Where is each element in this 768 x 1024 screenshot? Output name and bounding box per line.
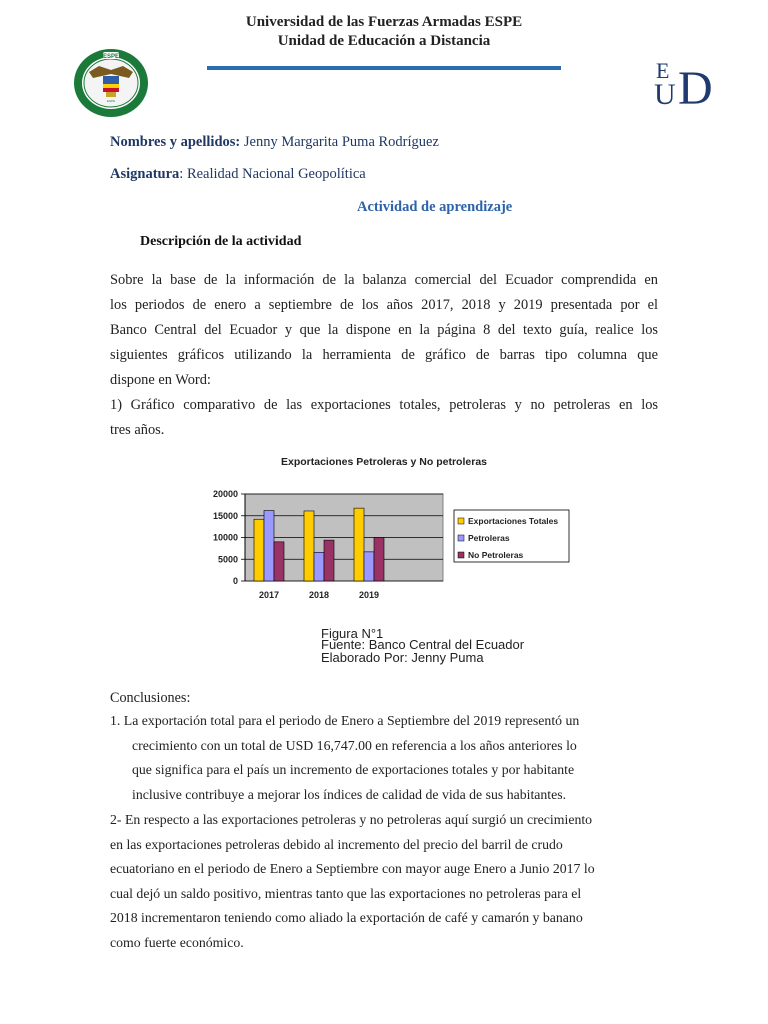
legend-swatch xyxy=(458,518,464,524)
bar-exportaciones-totales xyxy=(304,511,314,581)
intro-line: los periodos de enero a septiembre de los años 2017, 2018 y 2019 presentada por el xyxy=(110,297,658,313)
x-tick-label: 2017 xyxy=(258,590,280,600)
header-divider xyxy=(207,66,561,70)
description-heading: Descripción de la actividad xyxy=(140,234,302,249)
x-tick-label: 2018 xyxy=(308,590,330,600)
conclusion-2-line: ecuatoriano en el periodo de Enero a Septiembre con mayor auge Enero a Junio 2017 lo xyxy=(110,861,595,877)
legend-swatch xyxy=(458,535,464,541)
conclusion-2-line: 2- En respecto a las exportaciones petroleras y no petroleras aquí surgió un crecimiento xyxy=(110,812,593,827)
intro-line: Sobre la base de la información de la balanza comercial del Ecuador comprendida en xyxy=(110,272,658,288)
university-title: Universidad de las Fuerzas Armadas ESPE xyxy=(245,14,523,30)
intro-paragraph xyxy=(110,268,658,443)
bar-no-petroleras xyxy=(324,540,334,581)
legend-swatch xyxy=(458,552,464,558)
intro-line: siguientes gráficos utilizando la herramienta de gráfico de barras tipo columna que xyxy=(110,347,658,363)
bar-petroleras xyxy=(264,511,274,581)
bar-exportaciones-totales xyxy=(354,508,364,581)
intro-line: dispone en Word: xyxy=(110,372,211,388)
conclusion-2 xyxy=(110,808,658,956)
conclusion-1 xyxy=(110,709,658,807)
bar-no-petroleras xyxy=(374,538,384,582)
conclusion-2-line: como fuerte económico. xyxy=(110,934,244,950)
svg-text:E: E xyxy=(656,58,670,83)
legend-label: Petroleras xyxy=(468,533,510,543)
conclusion-1-line: que significa para el país un incremento de exportaciones totales y por habitante xyxy=(132,762,575,778)
subject-label: Asignatura xyxy=(110,166,180,182)
conclusion-2-line: en las exportaciones petroleras debido al incremento del precio del barril de crudo xyxy=(110,836,563,852)
task-1-line: 1) Gráfico comparativo de las exportaciones totales, petroleras y no petroleras en los xyxy=(110,397,658,413)
espe-seal-logo xyxy=(73,48,149,118)
intro-line: Banco Central del Ecuador y que la dispone en la página 8 del texto guía, realice los xyxy=(110,322,658,338)
y-tick-label: 20000 xyxy=(212,489,238,499)
conclusion-1-line: crecimiento con un total de USD 16,747.00 en referencia a los años anteriores lo xyxy=(132,737,577,753)
bar-chart xyxy=(190,478,585,608)
x-tick-label: 2019 xyxy=(358,590,380,600)
svg-text:ESPE: ESPE xyxy=(102,54,120,60)
ued-logo xyxy=(652,56,732,108)
student-name-label: Nombres y apellidos: xyxy=(110,134,241,150)
subject-row xyxy=(110,166,366,183)
bar-exportaciones-totales xyxy=(254,519,264,581)
chart-title: Exportaciones Petroleras y No petroleras xyxy=(281,456,487,468)
student-name-row xyxy=(110,134,439,151)
svg-text:ESPE: ESPE xyxy=(106,99,116,103)
conclusion-1-line: inclusive contribuye a mejorar los índices de calidad de vida de sus habitantes. xyxy=(132,786,567,802)
bar-petroleras xyxy=(314,552,324,581)
unit-title: Unidad de Educación a Distancia xyxy=(277,33,491,49)
legend-label: Exportaciones Totales xyxy=(468,516,559,526)
task-1-line: tres años. xyxy=(110,422,165,438)
bar-petroleras xyxy=(364,552,374,581)
subject-value: : Realidad Nacional Geopolítica xyxy=(179,166,366,182)
student-name-value: Jenny Margarita Puma Rodríguez xyxy=(243,134,439,150)
conclusion-1-line: 1. La exportación total para el periodo de Enero a Septiembre del 2019 representó un xyxy=(110,713,580,728)
figure-source: Fuente: Banco Central del Ecuador xyxy=(321,637,525,652)
figure-caption: Figura N°1 xyxy=(321,626,384,641)
y-tick-label: 15000 xyxy=(212,510,238,521)
conclusion-2-line: 2018 incrementaron teniendo como aliado la exportación de café y camarón y banano xyxy=(110,910,583,926)
activity-title: Actividad de aprendizaje xyxy=(357,199,513,215)
bar-no-petroleras xyxy=(274,542,284,581)
y-tick-label: 0 xyxy=(232,576,238,586)
conclusions-heading: Conclusiones: xyxy=(110,690,191,706)
y-tick-label: 10000 xyxy=(212,532,238,543)
y-tick-label: 5000 xyxy=(217,554,238,565)
svg-text:U: U xyxy=(654,78,676,108)
conclusion-2-line: cual dejó un saldo positivo, mientras tanto que las exportaciones no petroleras para el xyxy=(110,885,582,901)
legend-label: No Petroleras xyxy=(468,550,524,560)
figure-author: Elaborado Por: Jenny Puma xyxy=(321,650,484,665)
svg-text:D: D xyxy=(678,62,713,108)
